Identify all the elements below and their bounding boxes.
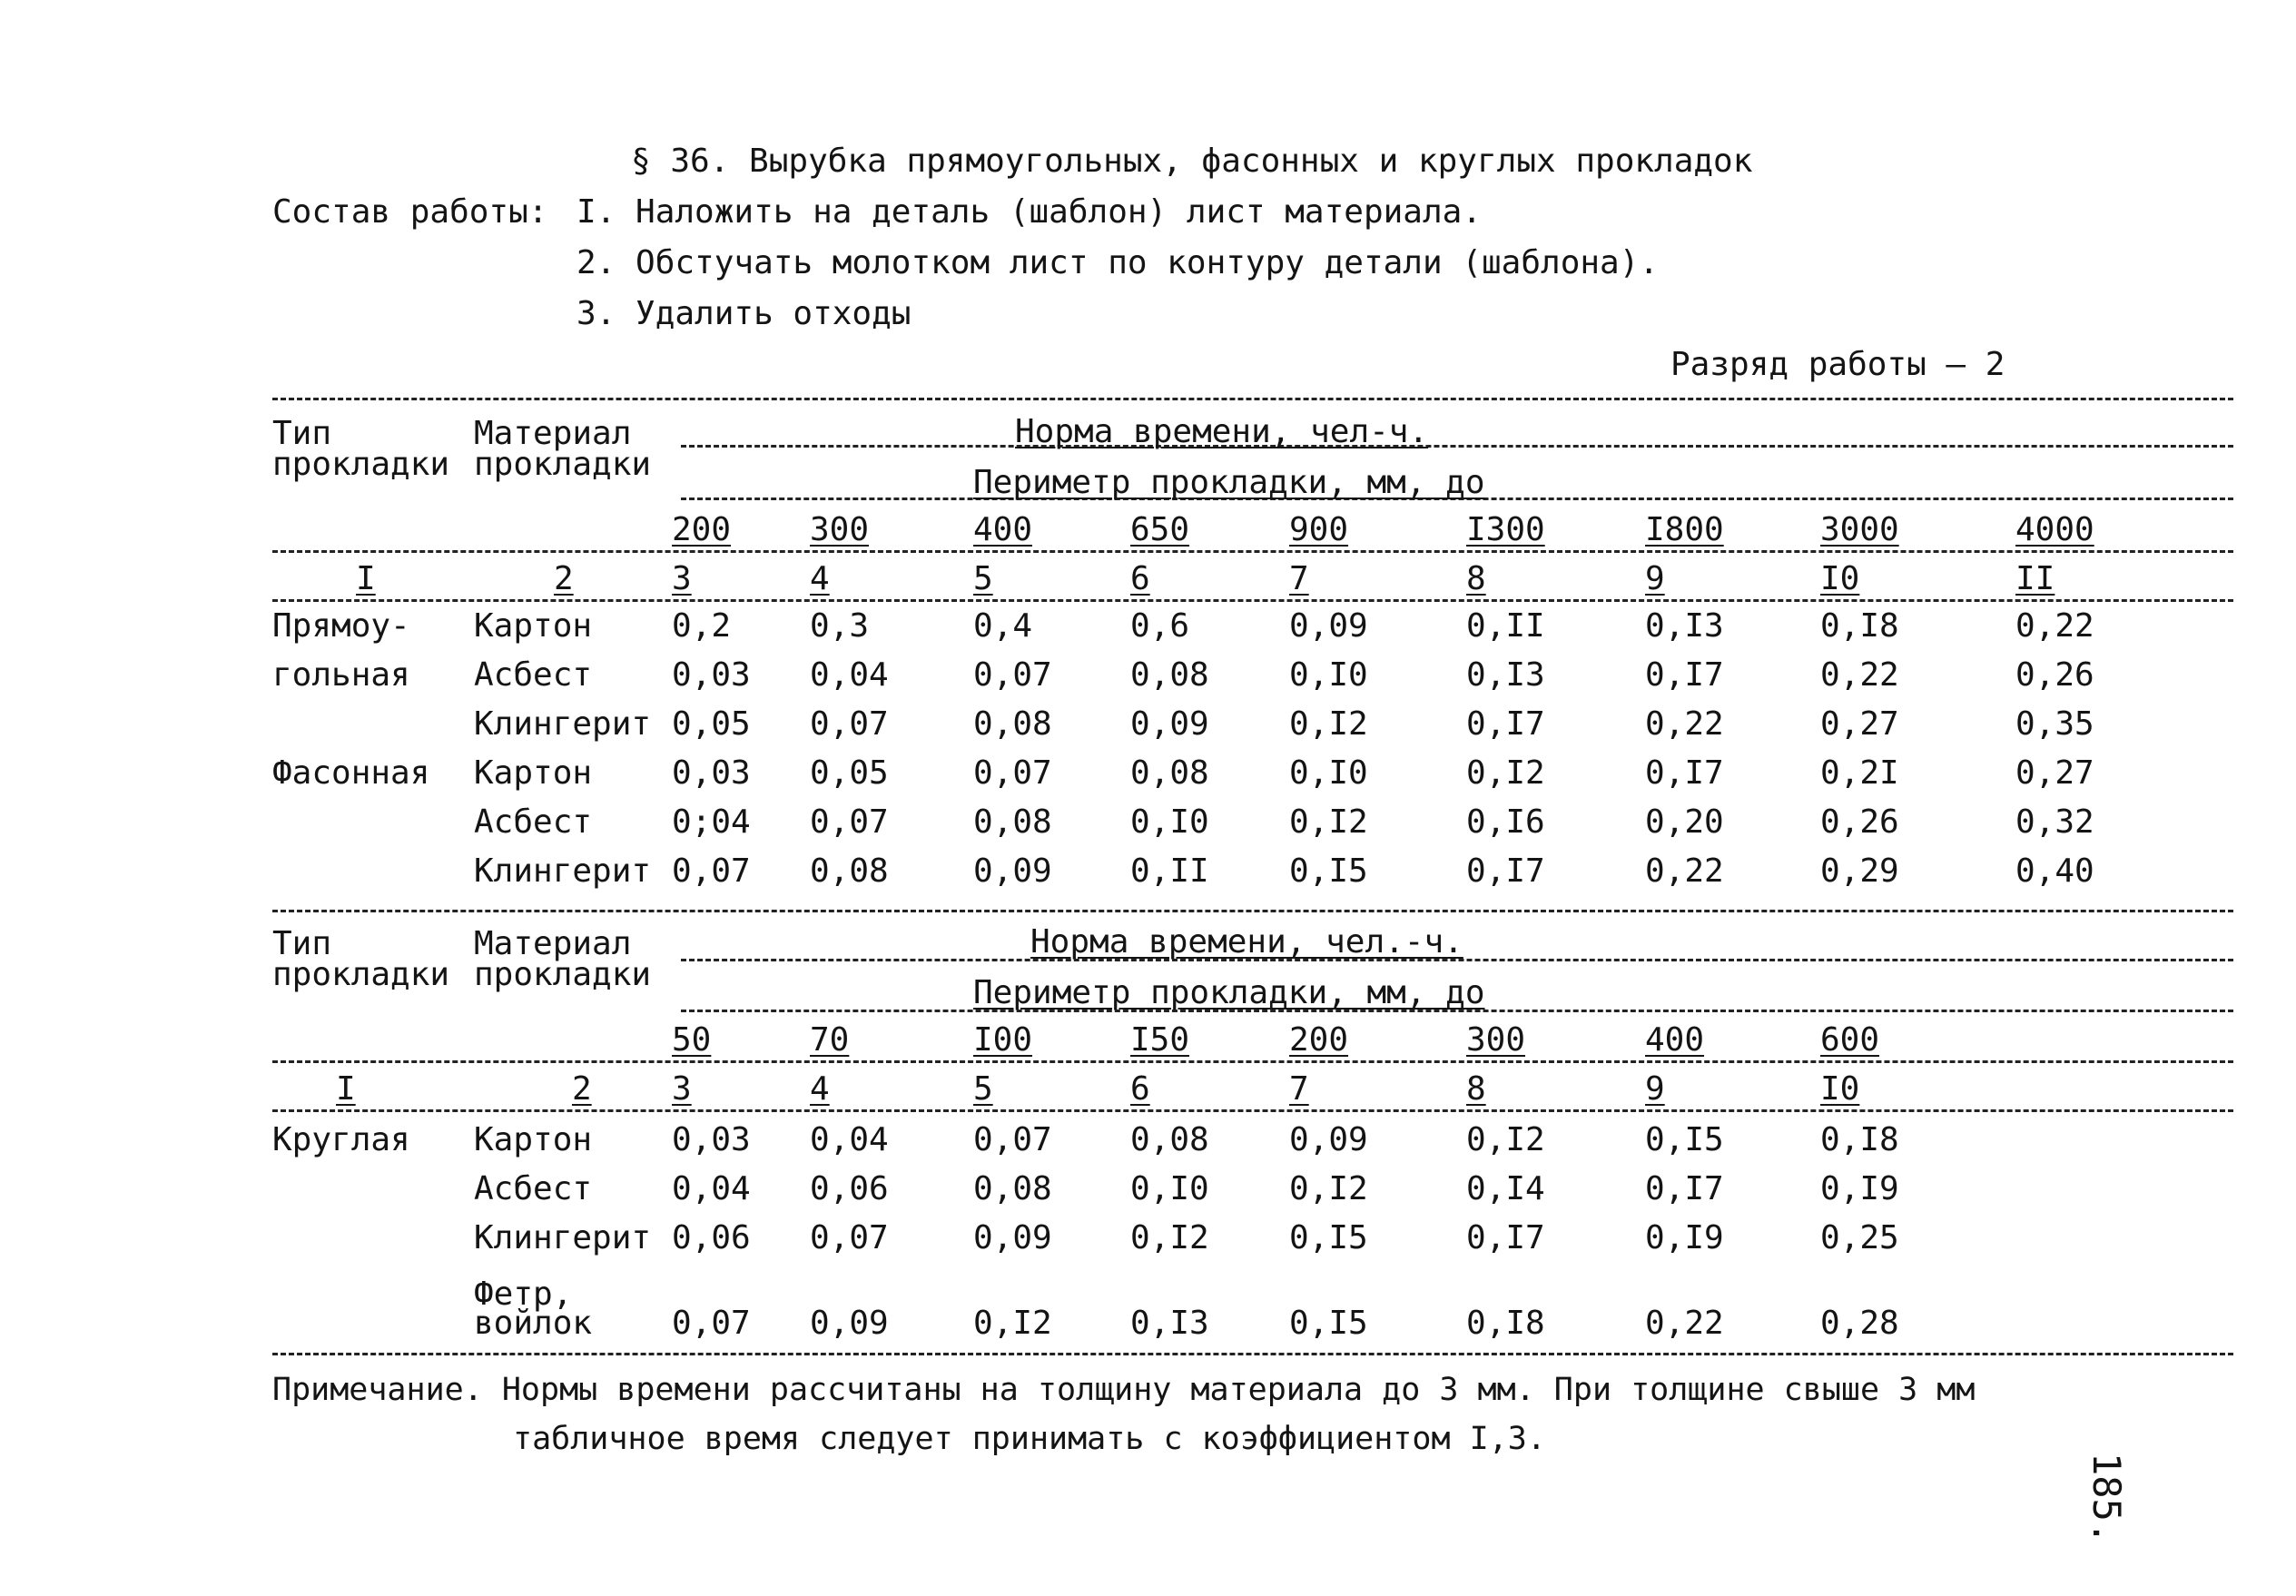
table-rule [272,1109,2233,1112]
table-cell: 0,09 [973,852,1052,890]
table-cell: 0,I0 [1289,754,1368,792]
row-material: Клингерит [474,705,652,743]
col-header-material: Материал [474,925,632,962]
perimeter-value: 200 [1289,1021,1349,1059]
table-cell: 0,28 [1820,1305,1899,1342]
row-type: гольная [272,656,410,694]
perimeter-value: 300 [1466,1021,1526,1059]
table-cell: 0,05 [672,705,751,743]
perimeter-value: I800 [1645,511,1724,548]
table-rule [272,599,2233,602]
table-cell: 0,I3 [1130,1305,1209,1342]
table-cell: 0,22 [2015,607,2094,645]
table-cell: 0,08 [1130,656,1209,694]
table-cell: 0,I2 [1466,1121,1545,1158]
table-cell: 0,I2 [1289,705,1368,743]
table-cell: 0,I2 [973,1305,1052,1342]
col-header-material: Материал [474,415,632,452]
table-cell: 0,40 [2015,852,2094,890]
table-cell: 0,07 [672,1305,751,1342]
table-cell: 0,07 [810,803,889,841]
row-material: Картон [474,1121,593,1158]
table-cell: 0,07 [672,852,751,890]
table-cell: 0,4 [973,607,1033,645]
table-cell: 0,I3 [1645,607,1724,645]
table-cell: 0,05 [810,754,889,792]
table-cell: 0,08 [1130,754,1209,792]
table-cell: 0,08 [973,803,1052,841]
table-cell: 0,I7 [1645,1170,1724,1207]
col-header-type: Тип [272,925,332,962]
material-label: Фетр, [474,1276,573,1313]
table-cell: 0;04 [672,803,751,841]
table-cell: 0,I5 [1645,1121,1724,1158]
table-cell: 0,I8 [1820,1121,1899,1158]
row-material: войлок [474,1305,593,1342]
table-cell: 0,09 [1130,705,1209,743]
section-title: § 36. Вырубка прямоугольных, фасонных и круглых прокладок [631,143,1753,180]
note-line: табличное время следует принимать с коэффициентом I,3. [513,1421,1546,1457]
perimeter-value: 600 [1820,1021,1880,1059]
perimeter-value: 70 [810,1021,850,1059]
column-number: 9 [1645,560,1665,597]
table-cell: 0,25 [1820,1219,1899,1256]
table-cell: 0,08 [973,705,1052,743]
table-cell: 0,04 [810,656,889,694]
page-number: 185. [2084,1453,2129,1545]
composition-step: 3. Удалить отходы [576,295,912,332]
table-cell: 0,I0 [1130,1170,1209,1207]
column-number: 3 [672,1070,692,1108]
perimeter-header: Периметр прокладки, мм, до [973,974,1485,1011]
perimeter-value: I50 [1130,1021,1190,1059]
table-cell: 0,I7 [1466,852,1545,890]
norm-header: Норма времени, чел-ч. [1015,413,1429,450]
perimeter-value: 50 [672,1021,712,1059]
row-material: Асбест [474,1170,593,1207]
column-number: 3 [672,560,692,597]
table-cell: 0,03 [672,754,751,792]
table-cell: 0,22 [1645,1305,1724,1342]
work-grade: Разряд работы – 2 [1670,346,2005,383]
table-cell: 0,03 [672,656,751,694]
table-cell: 0,04 [810,1121,889,1158]
table-cell: 0,07 [973,656,1052,694]
row-material: Клингерит [474,1219,652,1256]
table-cell: 0,09 [973,1219,1052,1256]
table-cell: 0,I7 [1466,705,1545,743]
col-header-material: прокладки [474,956,652,993]
table-cell: 0,07 [973,754,1052,792]
col-header-type: прокладки [272,956,450,993]
table-cell: 0,I6 [1466,803,1545,841]
row-type: Круглая [272,1121,410,1158]
column-number: 4 [810,1070,830,1108]
norm-header: Норма времени, чел.-ч. [1030,923,1463,961]
row-material: Картон [474,754,593,792]
table-cell: 0,08 [810,852,889,890]
row-material: Асбест [474,803,593,841]
column-number: 7 [1289,560,1309,597]
table-cell: 0,2I [1820,754,1899,792]
table-cell: 0,03 [672,1121,751,1158]
perimeter-value: 400 [1645,1021,1705,1059]
table-cell: 0,II [1466,607,1545,645]
table-cell: 0,I0 [1130,803,1209,841]
table-cell: 0,I3 [1466,656,1545,694]
table-cell: 0,I2 [1289,1170,1368,1207]
table-cell: 0,09 [1289,1121,1368,1158]
table-cell: 0,32 [2015,803,2094,841]
table-cell: 0,09 [810,1305,889,1342]
table-cell: 0,I9 [1645,1219,1724,1256]
column-number: I [336,1070,356,1108]
perimeter-value: I300 [1466,511,1545,548]
column-number: 5 [973,560,993,597]
perimeter-value: I00 [973,1021,1033,1059]
table-cell: 0,35 [2015,705,2094,743]
perimeter-value: 650 [1130,511,1190,548]
perimeter-value: 300 [810,511,870,548]
col-header-type: прокладки [272,446,450,483]
table-rule [272,910,2233,912]
table-cell: 0,I2 [1466,754,1545,792]
table-cell: 0,26 [1820,803,1899,841]
col-header-type: Тип [272,415,332,452]
row-type: Прямоу- [272,607,410,645]
perimeter-value: 200 [672,511,732,548]
table-cell: 0,6 [1130,607,1190,645]
table-rule [272,1060,2233,1063]
table-cell: 0,27 [2015,754,2094,792]
table-cell: 0,I2 [1130,1219,1209,1256]
table-cell: 0,3 [810,607,870,645]
column-number: 8 [1466,560,1486,597]
table-cell: 0,I5 [1289,852,1368,890]
column-number: 4 [810,560,830,597]
perimeter-value: 900 [1289,511,1349,548]
table-cell: 0,I5 [1289,1219,1368,1256]
note-line: Примечание. Нормы времени рассчитаны на толщину материала до 3 мм. При толщине свыше 3 мм [272,1372,1976,1408]
table-rule [272,550,2233,553]
table-cell: 0,20 [1645,803,1724,841]
table-cell: 0,29 [1820,852,1899,890]
perimeter-value: 4000 [2015,511,2094,548]
table-rule [272,398,2233,400]
table-cell: 0,I4 [1466,1170,1545,1207]
table-cell: 0,07 [810,705,889,743]
table-cell: 0,06 [672,1219,751,1256]
table-cell: 0,I7 [1645,656,1724,694]
column-number: 6 [1130,1070,1150,1108]
col-header-material: прокладки [474,446,652,483]
row-type: Фасонная [272,754,430,792]
table-cell: 0,04 [672,1170,751,1207]
column-number: I [356,560,376,597]
column-number: I0 [1820,560,1860,597]
table-cell: 0,I7 [1466,1219,1545,1256]
table-cell: 0,I7 [1645,754,1724,792]
table-cell: 0,2 [672,607,732,645]
table-rule [681,445,2233,448]
perimeter-value: 400 [973,511,1033,548]
column-number: II [2015,560,2055,597]
perimeter-header: Периметр прокладки, мм, до [973,464,1485,501]
column-number: 2 [554,560,574,597]
column-number: 7 [1289,1070,1309,1108]
table-cell: 0,06 [810,1170,889,1207]
table-cell: 0,26 [2015,656,2094,694]
table-cell: 0,I0 [1289,656,1368,694]
row-material: Клингерит [474,852,652,890]
composition-step: 2. Обстучать молотком лист по контуру детали (шаблона). [576,244,1660,281]
table-cell: 0,27 [1820,705,1899,743]
perimeter-value: 3000 [1820,511,1899,548]
table-cell: 0,22 [1645,852,1724,890]
table-cell: 0,I9 [1820,1170,1899,1207]
table-cell: 0,I2 [1289,803,1368,841]
table-cell: 0,07 [973,1121,1052,1158]
composition-label: Состав работы: [272,193,548,231]
table-cell: 0,07 [810,1219,889,1256]
row-material: Асбест [474,656,593,694]
column-number: I0 [1820,1070,1860,1108]
table-cell: 0,08 [1130,1121,1209,1158]
table-cell: 0,I8 [1820,607,1899,645]
table-cell: 0,08 [973,1170,1052,1207]
column-number: 5 [973,1070,993,1108]
table-cell: 0,22 [1645,705,1724,743]
column-number: 8 [1466,1070,1486,1108]
table-rule [272,1353,2233,1355]
column-number: 6 [1130,560,1150,597]
column-number: 2 [572,1070,592,1108]
column-number: 9 [1645,1070,1665,1108]
table-cell: 0,II [1130,852,1209,890]
table-cell: 0,09 [1289,607,1368,645]
table-cell: 0,22 [1820,656,1899,694]
row-material: Картон [474,607,593,645]
composition-step: I. Наложить на деталь (шаблон) лист материала. [576,193,1482,231]
table-cell: 0,I8 [1466,1305,1545,1342]
table-cell: 0,I5 [1289,1305,1368,1342]
